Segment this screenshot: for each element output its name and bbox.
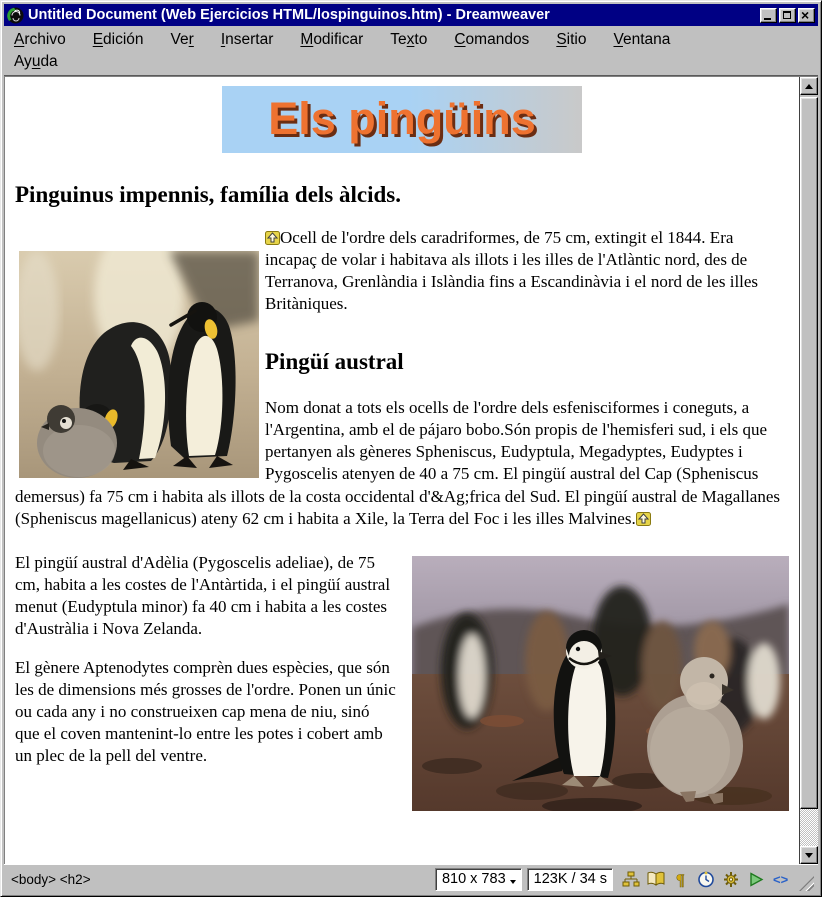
document-region xyxy=(4,76,818,864)
menu-item-texto[interactable]: Texto xyxy=(390,31,428,48)
paragraph-austral-text: Nom donat a tots els ocells de l'ordre dels esfenisciformes i coneguts, a l'Argentina, amb el de pájaro bobo.Són propis de l'hemisferi sud, i els que pertanyen als gèneres Spheniscus, Eudyptula, Megadyptes, Eudyptes i Pygoscelis atenyen de 40 a 75 cm. El pingüí austral del Cap (Spheniscus demersus) fa 75 cm i habita als illots de la costa occidental d'&Ag;frica del Sud. El pingüí austral de Magallanes (Spheniscus magellanicus) ateny 62 cm i habita a Xile, la Terra del Foc i les illes Malvines. xyxy=(15,398,781,528)
menu-item-sitio[interactable]: Sitio xyxy=(556,31,587,48)
menu-item-ayuda[interactable]: Ayuda xyxy=(14,53,58,70)
menu-bar xyxy=(4,26,818,76)
menu-item-edición[interactable]: Edición xyxy=(92,31,144,48)
menu-item-comandos[interactable]: Comandos xyxy=(454,31,530,48)
scroll-up-button[interactable] xyxy=(800,77,818,95)
menu-item-insertar[interactable]: Insertar xyxy=(220,31,274,48)
preview-play-icon[interactable] xyxy=(747,871,765,888)
banner-text: Els pingüins xyxy=(268,93,536,145)
paragraph-aptenodytes[interactable]: El gènere Aptenodytes comprèn dues espècies, que són les de dimensions més grosses de l'ordre. Ponen un únic ou cada any i no construeixen cap mena de niu, sinó que el coven mantenint-lo entre les potes i cobert amb un plec de la pell del ventre. xyxy=(15,658,396,766)
menu-item-ventana[interactable]: Ventana xyxy=(613,31,671,48)
vertical-scrollbar xyxy=(799,77,818,864)
site-map-icon[interactable] xyxy=(622,871,640,888)
heading-pingui-austral[interactable]: Pingüí austral xyxy=(265,349,404,375)
tag-selector[interactable]: <body> <h2> xyxy=(11,871,91,887)
window-size-selector[interactable] xyxy=(435,868,522,891)
launcher-bar xyxy=(618,871,794,888)
scroll-up-icon xyxy=(805,84,813,89)
maximize-icon xyxy=(783,11,791,19)
close-button[interactable] xyxy=(798,8,815,23)
heading-pinguinus-impennis[interactable]: Pinguinus impennis, família dels àlcids. xyxy=(15,182,401,207)
paragraph-intro-text: Ocell de l'ordre dels caradriformes, de 75 cm, extingit el 1844. Era incapaç de volar i habitava als illots i les illes de l'Atlàntic nord, des de Terranova, Grenlàndia i Islàndia fins a Escandinàvia i el nord de les illes Britàniques. xyxy=(265,227,759,314)
html-styles-icon[interactable] xyxy=(672,871,690,888)
code-inspector-icon[interactable] xyxy=(772,871,790,888)
menu-item-modificar[interactable]: Modificar xyxy=(300,31,364,48)
emperor-penguins-image[interactable] xyxy=(19,251,259,478)
window-size-value: 810 x 783 xyxy=(441,870,506,887)
menu-item-ver[interactable]: Ver xyxy=(170,31,194,48)
scrollbar-thumb[interactable] xyxy=(800,97,818,809)
behaviors-gear-icon[interactable] xyxy=(722,871,740,888)
resize-grip[interactable] xyxy=(799,876,814,891)
svg-text:¶: ¶ xyxy=(676,871,685,888)
download-stats: 123K / 34 s xyxy=(527,868,613,891)
section-impennis xyxy=(15,227,789,530)
document-canvas[interactable] xyxy=(5,77,799,864)
chevron-down-icon xyxy=(510,880,516,884)
menu-row-2 xyxy=(10,51,812,73)
menu-row-1 xyxy=(10,29,812,51)
assets-book-icon[interactable] xyxy=(647,871,665,888)
history-clock-icon[interactable] xyxy=(697,871,715,888)
close-icon xyxy=(801,9,809,23)
section-adelia xyxy=(15,552,789,768)
menu-item-archivo[interactable]: Archivo xyxy=(14,31,66,48)
chinstrap-penguins-image[interactable] xyxy=(412,556,789,811)
named-anchor-icon[interactable] xyxy=(265,231,280,245)
scroll-down-icon xyxy=(805,853,813,858)
dreamweaver-app-icon[interactable] xyxy=(7,7,24,24)
window-title: Untitled Document (Web Ejercicios HTML/lospinguinos.htm) - Dreamweaver xyxy=(28,7,550,23)
scroll-down-button[interactable] xyxy=(800,846,818,864)
status-bar xyxy=(4,864,818,893)
title-bar[interactable] xyxy=(4,4,818,26)
svg-text:<>: <> xyxy=(773,871,789,887)
minimize-button[interactable] xyxy=(760,8,777,23)
scrollbar-track[interactable] xyxy=(800,809,818,846)
minimize-icon xyxy=(764,18,771,20)
paragraph-adelia[interactable]: El pingüí austral d'Adèlia (Pygoscelis adeliae), de 75 cm, habita a les costes de l'Antàrtida, i el pingüí austral menut (Eudyptula minor) fa 40 cm i habita a les costes d'Austràlia i Nova Zelanda. xyxy=(15,552,391,638)
named-anchor-icon[interactable] xyxy=(636,512,651,526)
maximize-button[interactable] xyxy=(779,8,796,23)
banner-image-els-pinguins[interactable] xyxy=(222,86,582,153)
